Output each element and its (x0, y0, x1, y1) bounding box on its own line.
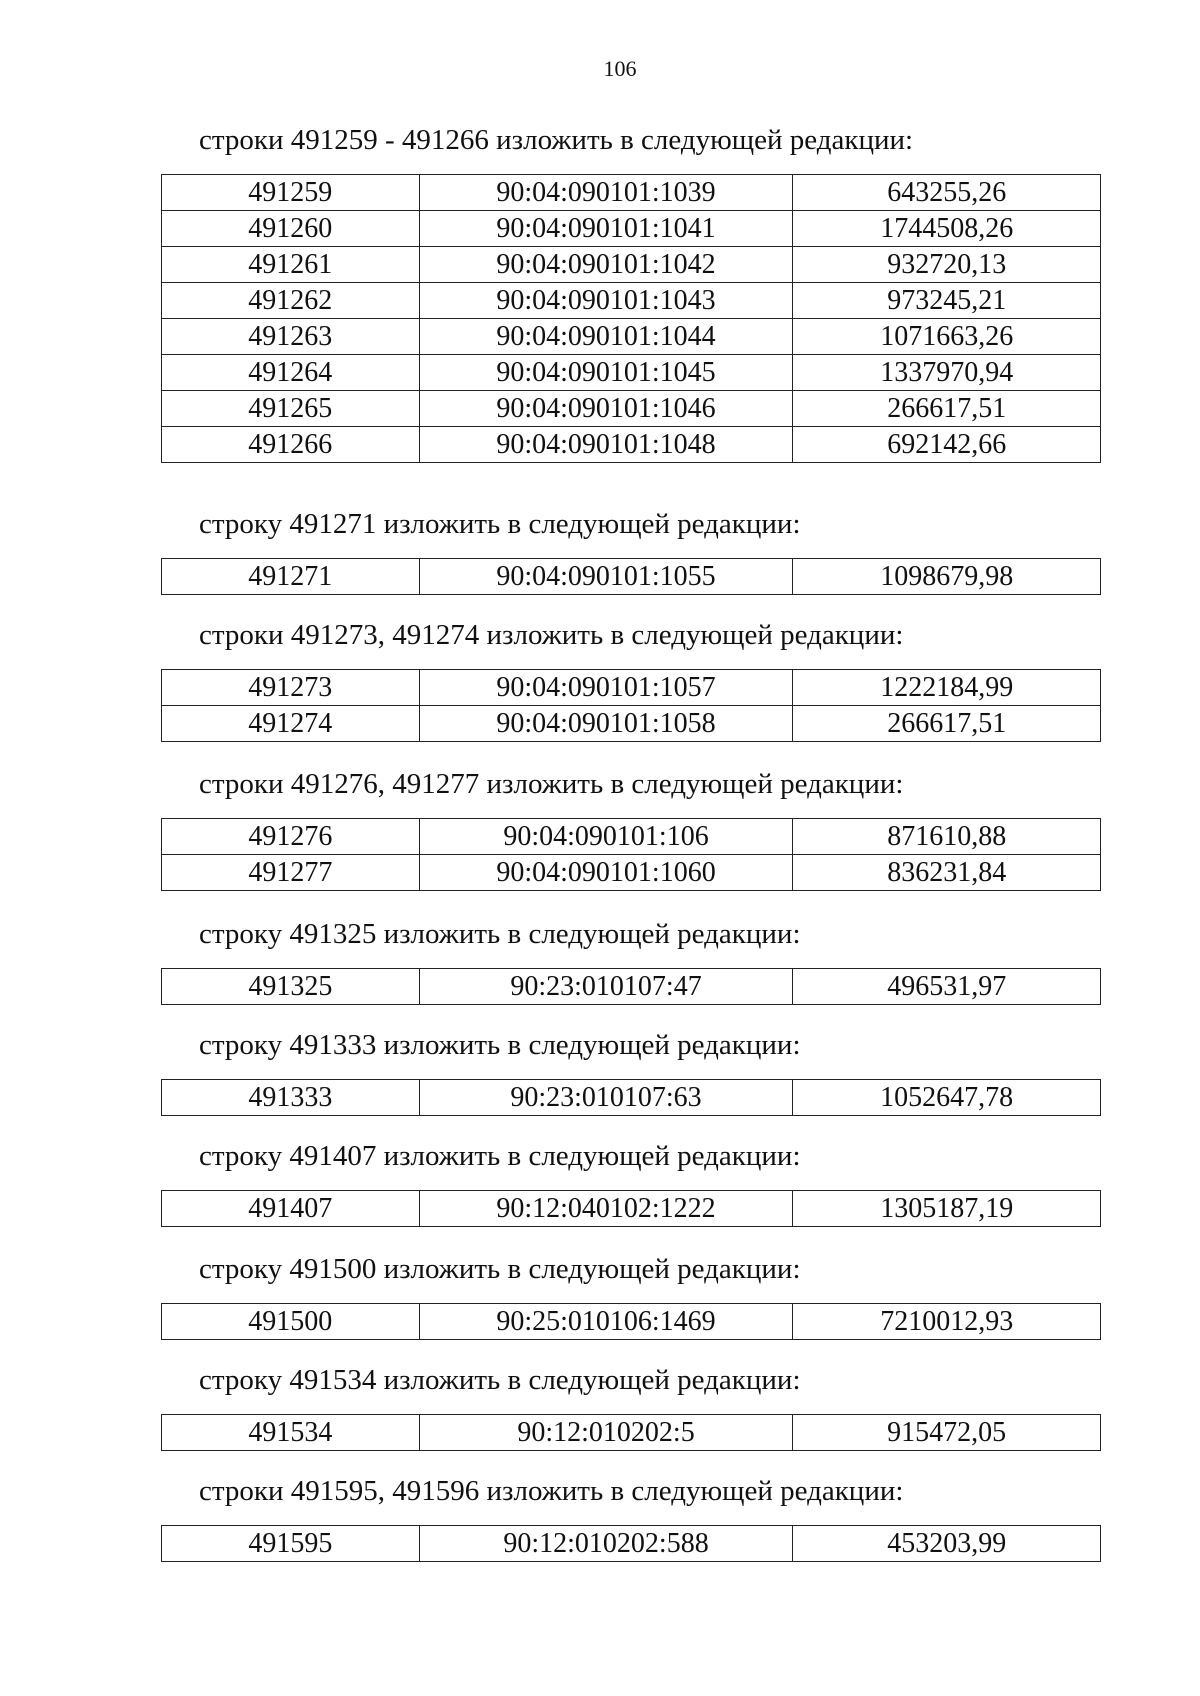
amendment-instruction: строки 491273, 491274 изложить в следующей редакции: (199, 619, 904, 651)
cadastral-number-cell: 90:04:090101:1048 (419, 427, 793, 463)
cadastral-number-cell: 90:04:090101:1042 (419, 247, 793, 283)
cadastral-number-cell: 90:04:090101:1060 (419, 855, 793, 891)
table-row (162, 969, 1101, 1005)
amendment-instruction: строку 491333 изложить в следующей редакции: (199, 1029, 801, 1061)
cadastral-number-cell: 90:23:010107:63 (419, 1080, 793, 1116)
amendment-instruction: строку 491500 изложить в следующей редакции: (199, 1253, 801, 1285)
data-table (161, 174, 1101, 463)
row-number-cell: 491259 (162, 175, 420, 211)
row-number-cell: 491262 (162, 283, 420, 319)
table-row (162, 1415, 1101, 1451)
value-cell: 1052647,78 (793, 1080, 1101, 1116)
table-row (162, 1080, 1101, 1116)
amendment-section (161, 1027, 1101, 1116)
value-cell: 7210012,93 (793, 1304, 1101, 1340)
table-row (162, 559, 1101, 595)
value-cell: 836231,84 (793, 855, 1101, 891)
cadastral-number-cell: 90:12:040102:1222 (419, 1191, 793, 1227)
row-number-cell: 491500 (162, 1304, 420, 1340)
data-table (161, 1303, 1101, 1340)
value-cell: 932720,13 (793, 247, 1101, 283)
row-number-cell: 491260 (162, 211, 420, 247)
cadastral-number-cell: 90:04:090101:1046 (419, 391, 793, 427)
row-number-cell: 491277 (162, 855, 420, 891)
row-number-cell: 491407 (162, 1191, 420, 1227)
cadastral-number-cell: 90:12:010202:588 (419, 1526, 793, 1562)
value-cell: 266617,51 (793, 391, 1101, 427)
cadastral-number-cell: 90:04:090101:1055 (419, 559, 793, 595)
table-row (162, 247, 1101, 283)
row-number-cell: 491265 (162, 391, 420, 427)
table-row (162, 1304, 1101, 1340)
row-number-cell: 491271 (162, 559, 420, 595)
amendment-section (161, 1251, 1101, 1340)
value-cell: 1744508,26 (793, 211, 1101, 247)
table-row (162, 427, 1101, 463)
amendment-instruction: строки 491259 - 491266 изложить в следующей редакции: (199, 124, 914, 156)
amendment-instruction: строку 491534 изложить в следующей редакции: (199, 1364, 801, 1396)
table-row (162, 175, 1101, 211)
row-number-cell: 491333 (162, 1080, 420, 1116)
value-cell: 496531,97 (793, 969, 1101, 1005)
amendment-instruction: строку 491325 изложить в следующей редакции: (199, 918, 801, 950)
row-number-cell: 491274 (162, 706, 420, 742)
data-table (161, 669, 1101, 742)
cadastral-number-cell: 90:23:010107:47 (419, 969, 793, 1005)
amendment-instruction: строку 491407 изложить в следующей редакции: (199, 1140, 801, 1172)
cadastral-number-cell: 90:04:090101:106 (419, 819, 793, 855)
amendment-section (161, 617, 1101, 742)
table-row (162, 855, 1101, 891)
cadastral-number-cell: 90:25:010106:1469 (419, 1304, 793, 1340)
value-cell: 692142,66 (793, 427, 1101, 463)
amendment-instruction: строки 491276, 491277 изложить в следующей редакции: (199, 768, 904, 800)
data-table (161, 1190, 1101, 1227)
amendment-section (161, 1473, 1101, 1562)
row-number-cell: 491263 (162, 319, 420, 355)
amendment-section (161, 1138, 1101, 1227)
row-number-cell: 491264 (162, 355, 420, 391)
data-table (161, 558, 1101, 595)
row-number-cell: 491276 (162, 819, 420, 855)
value-cell: 643255,26 (793, 175, 1101, 211)
value-cell: 973245,21 (793, 283, 1101, 319)
row-number-cell: 491266 (162, 427, 420, 463)
amendment-instruction: строку 491271 изложить в следующей редакции: (199, 508, 801, 540)
value-cell: 871610,88 (793, 819, 1101, 855)
amendment-section (161, 916, 1101, 1005)
page-number: 106 (603, 56, 637, 81)
value-cell: 1071663,26 (793, 319, 1101, 355)
table-row (162, 1526, 1101, 1562)
table-row (162, 319, 1101, 355)
table-row (162, 355, 1101, 391)
value-cell: 453203,99 (793, 1526, 1101, 1562)
table-row (162, 819, 1101, 855)
table-row (162, 706, 1101, 742)
data-table (161, 818, 1101, 891)
value-cell: 1222184,99 (793, 670, 1101, 706)
value-cell: 1305187,19 (793, 1191, 1101, 1227)
cadastral-number-cell: 90:04:090101:1041 (419, 211, 793, 247)
value-cell: 1098679,98 (793, 559, 1101, 595)
amendment-section (161, 506, 1101, 595)
data-table (161, 968, 1101, 1005)
cadastral-number-cell: 90:04:090101:1039 (419, 175, 793, 211)
row-number-cell: 491261 (162, 247, 420, 283)
data-table (161, 1079, 1101, 1116)
data-table (161, 1525, 1101, 1562)
cadastral-number-cell: 90:04:090101:1058 (419, 706, 793, 742)
data-table (161, 1414, 1101, 1451)
table-row (162, 1191, 1101, 1227)
table-row (162, 211, 1101, 247)
amendment-section (161, 766, 1101, 891)
row-number-cell: 491325 (162, 969, 420, 1005)
table-row (162, 391, 1101, 427)
cadastral-number-cell: 90:04:090101:1043 (419, 283, 793, 319)
amendment-section (161, 1362, 1101, 1451)
cadastral-number-cell: 90:04:090101:1044 (419, 319, 793, 355)
row-number-cell: 491595 (162, 1526, 420, 1562)
amendment-section (161, 122, 1101, 463)
row-number-cell: 491534 (162, 1415, 420, 1451)
row-number-cell: 491273 (162, 670, 420, 706)
value-cell: 1337970,94 (793, 355, 1101, 391)
table-row (162, 670, 1101, 706)
value-cell: 915472,05 (793, 1415, 1101, 1451)
amendment-instruction: строки 491595, 491596 изложить в следующей редакции: (199, 1475, 904, 1507)
cadastral-number-cell: 90:12:010202:5 (419, 1415, 793, 1451)
table-row (162, 283, 1101, 319)
cadastral-number-cell: 90:04:090101:1057 (419, 670, 793, 706)
value-cell: 266617,51 (793, 706, 1101, 742)
cadastral-number-cell: 90:04:090101:1045 (419, 355, 793, 391)
